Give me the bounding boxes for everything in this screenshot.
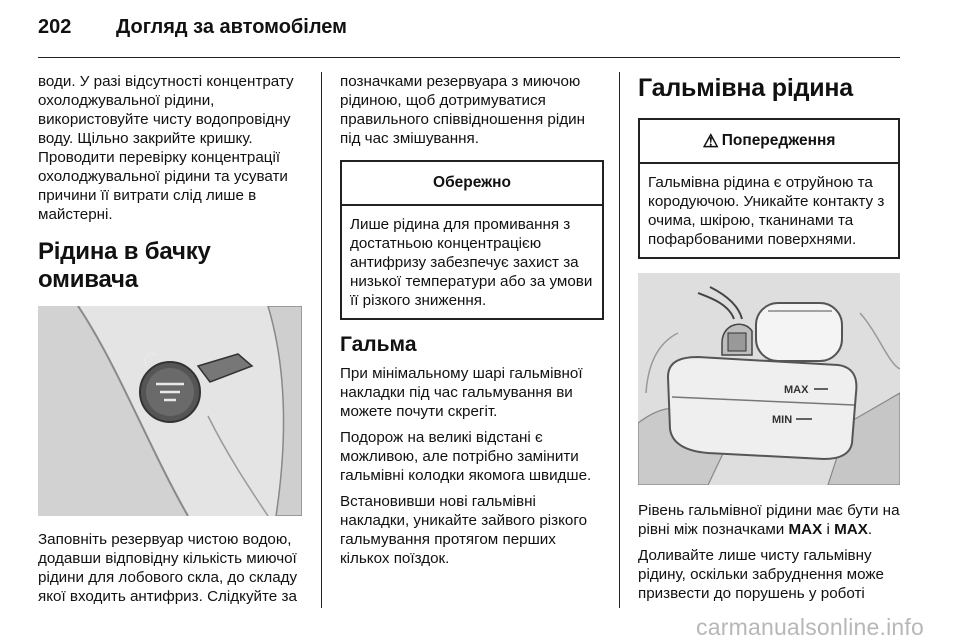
watermark: carmanualsonline.info — [696, 614, 924, 640]
warning-title: Попередження — [721, 132, 836, 149]
brake-level-text-a: Рівень гальмівної рідини має бути на рівні між позначками — [638, 502, 900, 538]
caution-box — [340, 160, 604, 320]
brake-level-text-e: . — [867, 521, 873, 538]
mixing-ratio-paragraph: позначками резервуара з миючою рідиною, щоб дотримуватися правильного співвідношення рідин під час змішування. — [340, 73, 585, 147]
caution-title: Обережно — [342, 162, 602, 206]
max-mark-label: MAX — [784, 384, 809, 396]
brakes-paragraph-2: Подорож на великі відстані є можливою, але потрібно замінити гальмівні колодки якомога швидше. — [340, 429, 592, 484]
page-header — [38, 16, 347, 46]
column-divider-1 — [321, 72, 322, 608]
page-number: 202 — [38, 16, 72, 38]
brakes-heading: Гальма — [340, 333, 417, 356]
brake-level-paragraph — [638, 501, 900, 539]
washer-fill-paragraph: Заповніть резервуар чистою водою, додавши відповідну кількість миючої рідини для лобового скла, до складу якої входить антифриз. Слідкуйте за — [38, 531, 298, 605]
column-1 — [38, 72, 304, 613]
brake-topup-paragraph: Доливайте лише чисту гальмівну рідину, оскільки забруднення може призвести до порушень у роботі — [638, 547, 884, 602]
washer-reservoir-drawing — [38, 306, 302, 516]
warning-triangle-icon: ⚠ — [702, 131, 719, 151]
washer-reservoir-illustration — [38, 306, 302, 516]
brake-fluid-heading: Гальмівна рідина — [638, 74, 854, 102]
brake-reservoir-illustration — [638, 273, 900, 485]
brake-reservoir-drawing — [638, 273, 900, 485]
coolant-paragraph: води. У разі відсутності концентрату охолоджувальної рідини, використовуйте чисту водопровідну воду. Щільно закрийте кришку. Проводити перевірку концентрації охолоджувальної рідини та усувати причини її витрати слід лише в майстерні. — [38, 73, 294, 223]
column-divider-2 — [619, 72, 620, 608]
brake-level-text-c: і — [822, 521, 835, 538]
column-3 — [638, 72, 900, 610]
brake-level-mark-2: MAX — [834, 521, 868, 538]
washer-fluid-heading: Рідина в бачку омивача — [38, 238, 211, 293]
warning-header — [640, 120, 898, 164]
column-2 — [340, 72, 604, 575]
min-mark-label: MIN — [772, 414, 793, 426]
header-rule — [38, 57, 900, 58]
caution-text: Лише рідина для промивання з достатньою концентрацією антифризу забезпечує захист за низької температури або за умови її різкого зниження. — [350, 216, 593, 309]
chapter-title: Догляд за автомобілем — [116, 16, 347, 38]
brakes-paragraph-1: При мінімальному шарі гальмівної накладки під час гальмування ви можете почути скрегіт. — [340, 365, 583, 420]
brakes-paragraph-3: Встановивши нові гальмівні накладки, уникайте зайвого різкого гальмування протягом перших кількох поїздок. — [340, 493, 588, 567]
warning-box — [638, 118, 900, 259]
brake-level-mark-1: MAX — [788, 521, 823, 538]
warning-text: Гальмівна рідина є отруйною та кородуючою. Уникайте контакту з очима, шкірою, тканинами та пофарбованими поверхнями. — [648, 174, 885, 248]
